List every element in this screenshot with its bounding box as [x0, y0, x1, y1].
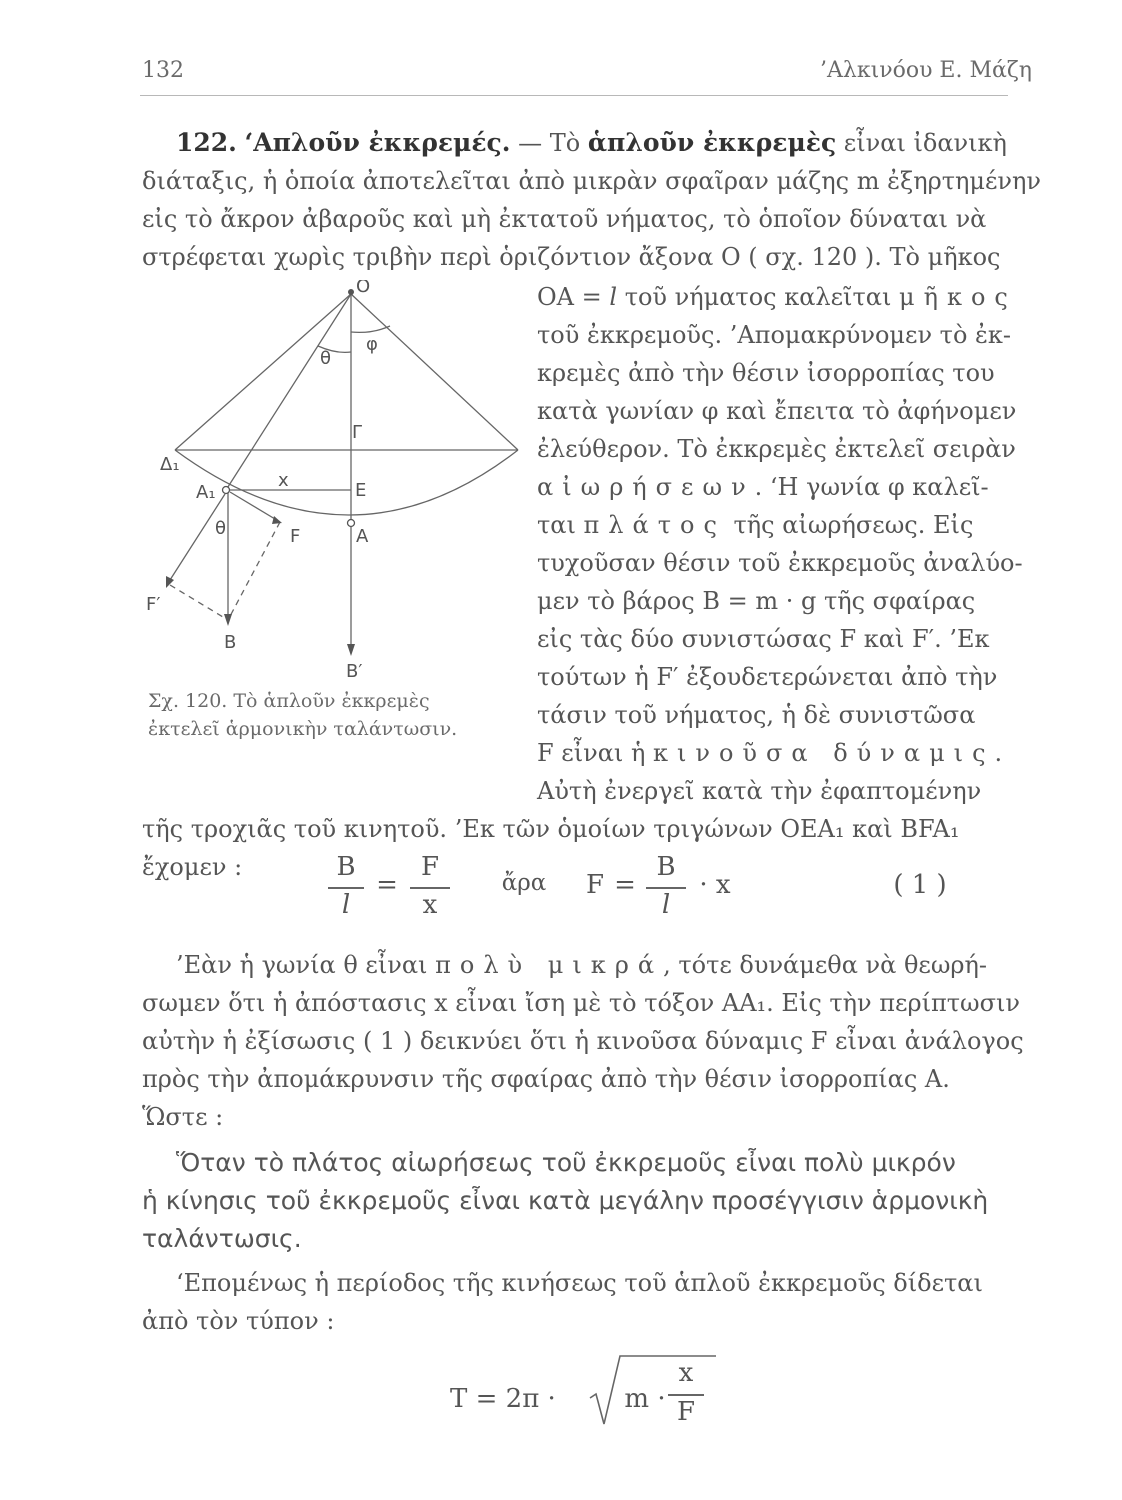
- text-run: ται: [537, 511, 584, 539]
- text-line: πρὸς τὴν ἀπομάκρυνσιν τῆς σφαίρας ἀπὸ τὴν θέσιν ἰσορροπίας Α.: [142, 1065, 950, 1093]
- label-f-prime: F′: [146, 594, 161, 615]
- text-line: [537, 510, 973, 540]
- text-line: αὐτὴν ἡ ἐξίσωσις ( 1 ) δεικνύει ὅτι ἡ κινοῦσα δύναμις F εἶναι ἀνάλογος: [142, 1027, 1024, 1055]
- eq2-den: F: [676, 1397, 696, 1427]
- eq2-m: m ·: [624, 1384, 666, 1414]
- label-delta1: Δ₁: [160, 454, 180, 475]
- pivot-point: [348, 289, 354, 295]
- text-line: κρεμὲς ἀπὸ τὴν θέσιν ἰσορροπίας του: [537, 359, 995, 387]
- term-spaced: μῆκος: [899, 283, 1017, 311]
- text-run: . ‘Η γωνία φ καλεῖ-: [754, 473, 989, 501]
- text-line: κατὰ γωνίαν φ καὶ ἔπειτα τὸ ἀφήνομεν: [537, 397, 1017, 425]
- eq1-lhs-num: B: [336, 852, 356, 882]
- label-e: E: [355, 480, 367, 501]
- pendulum-figure: [140, 280, 530, 690]
- section-number: 122.: [176, 128, 237, 157]
- text-line: τούτων ἡ F′ ἐξουδετερώνεται ἀπὸ τὴν: [537, 663, 998, 691]
- label-f: F: [290, 526, 301, 547]
- fraction-bar: [668, 1394, 704, 1396]
- text-line: διάταξις, ἡ ὁποία ἀποτελεῖται ἀπὸ μικρὰν σφαῖραν μάζης m ἐξηρτημένην: [142, 167, 1041, 195]
- text-line: μεν τὸ βάρος B = m · g τῆς σφαίρας: [537, 587, 976, 615]
- cone-left-side: [175, 294, 351, 450]
- highlight-line: ταλάντωσις.: [142, 1224, 302, 1253]
- text-line: τυχοῦσαν θέσιν τοῦ ἐκκρεμοῦς ἀναλύο-: [537, 549, 1023, 577]
- text-run: τῆς αἰωρήσεως. Εἰς: [725, 511, 974, 539]
- text-line: ἐλεύθερον. Τὸ ἐκκρεμὲς ἐκτελεῖ σειρὰν: [537, 435, 1016, 463]
- text-line: τῆς τροχιᾶς τοῦ κινητοῦ. ’Εκ τῶν ὁμοίων τριγώνων ΟΕΑ₁ καὶ BFA₁: [142, 815, 960, 843]
- term-bold: ἁπλοῦν ἐκκρεμὲς: [587, 128, 837, 157]
- text-line: εἰς τὰς δύο συνιστώσας F καὶ F′. ’Εκ: [537, 625, 990, 653]
- bob-a1: [223, 487, 230, 494]
- section-first-line: [176, 128, 1007, 158]
- text-line: [537, 472, 989, 502]
- arrowhead-f: [272, 516, 282, 524]
- figure-caption-line1: Σχ. 120. Τὸ ἁπλοῦν ἐκκρεμὲς: [148, 690, 430, 712]
- text-line: [537, 282, 1017, 312]
- fraction-bar: [410, 887, 450, 889]
- highlight-line: Ὅταν τὸ πλάτος αἰωρήσεως τοῦ ἐκκρεμοῦς εἶναι πολὺ μικρόν: [176, 1148, 956, 1177]
- eq1-lhs-den: l: [341, 890, 351, 920]
- dashed-line: [228, 522, 280, 620]
- string-to-a1: [226, 294, 351, 490]
- equation-number: ( 1 ): [893, 870, 947, 900]
- eq1-mid-num: F: [420, 852, 440, 882]
- label-phi: φ: [366, 334, 378, 355]
- dashed-line: [170, 585, 228, 620]
- text-line: Ὥστε :: [142, 1103, 224, 1131]
- var-l: l: [609, 283, 618, 311]
- arrowhead-b-prime: [347, 644, 355, 656]
- fraction-bar: [646, 887, 686, 889]
- label-b-prime: B′: [346, 661, 363, 682]
- label-o: O: [356, 280, 371, 297]
- text-line: [537, 738, 1002, 768]
- eq1-rhs-mul: · x: [699, 870, 731, 900]
- text-line: [176, 950, 987, 980]
- highlight-line: ἡ κίνησις τοῦ ἐκκρεμοῦς εἶναι κατὰ μεγάλην προσέγγισιν ἁρμονικὴ: [142, 1186, 989, 1215]
- eq1-f: F: [585, 870, 605, 900]
- cone-right-side: [351, 294, 518, 450]
- text-line: τάσιν τοῦ νήματος, ἡ δὲ συνιστῶσα: [537, 701, 976, 729]
- eq1-mid-den: x: [422, 890, 438, 920]
- eq2-num: x: [678, 1358, 694, 1388]
- running-header-author: ’Αλκινόου Ε. Μάζη: [820, 58, 1032, 83]
- header-rule: [140, 95, 1008, 96]
- text-line: τοῦ ἐκκρεμοῦς. ’Απομακρύνομεν τὸ ἐκ-: [537, 321, 1012, 349]
- text-line: ἔχομεν :: [142, 853, 243, 881]
- term-spaced: αἰωρήσεων: [537, 473, 755, 501]
- text-line: Αὐτὴ ἐνεργεῖ κατὰ τὴν ἐφαπτομένην: [537, 777, 982, 805]
- eq2-lhs: T = 2π ·: [450, 1384, 556, 1414]
- text-run: τοῦ νήματος καλεῖται: [617, 283, 899, 311]
- text-line: στρέφεται χωρὶς τριβὴν περὶ ὁριζόντιον ἄξονα O ( σχ. 120 ). Τὸ μῆκος: [142, 243, 1001, 271]
- eq1-rhs-num: B: [656, 852, 676, 882]
- label-theta-low: θ: [215, 518, 227, 539]
- eq1-equals: =: [376, 870, 398, 900]
- page-number: 132: [142, 58, 184, 83]
- text-run: ΟΑ =: [537, 283, 610, 311]
- term-spaced: πολὺ μικρά: [435, 951, 664, 979]
- fraction-bar: [328, 887, 364, 889]
- arrowhead-b: [224, 614, 232, 626]
- text-run: F εἶναι ἡ: [537, 739, 653, 767]
- text-line: εἰς τὸ ἄκρον ἀβαροῦς καὶ μὴ ἐκτατοῦ νήματος, τὸ ὁποῖον δύναται νὰ: [142, 205, 987, 233]
- term-spaced: πλάτος: [583, 511, 726, 539]
- label-gamma: Γ: [352, 422, 363, 443]
- label-a: A: [356, 526, 369, 547]
- section-title: ‘Απλοῦν ἐκκρεμές.: [244, 128, 511, 157]
- eq1-rhs-den: l: [661, 890, 671, 920]
- text-line: ἀπὸ τὸν τύπον :: [142, 1307, 335, 1335]
- label-x: x: [278, 470, 289, 491]
- eq1-equals-2: =: [614, 870, 636, 900]
- term-spaced: κινοῦσα δύναμις: [652, 739, 995, 767]
- angle-phi-arc: [351, 326, 390, 332]
- text-run: .: [994, 739, 1003, 767]
- figure-caption-line2: ἐκτελεῖ ἁρμονικὴν ταλάντωσιν.: [148, 718, 458, 740]
- text-line: σωμεν ὅτι ἡ ἀπόστασις x εἶναι ἴση μὲ τὸ τόξον ΑΑ₁. Εἰς τὴν περίπτωσιν: [142, 989, 1021, 1017]
- label-b: B: [224, 632, 237, 653]
- label-theta-top: θ: [320, 348, 332, 369]
- label-a1: A₁: [196, 482, 216, 503]
- text-run: , τότε δυνάμεθα νὰ θεωρή-: [663, 951, 988, 979]
- text-run: — Τὸ: [518, 129, 588, 157]
- eq1-ara: ἄρα: [501, 870, 547, 896]
- text-run: ’Εὰν ἡ γωνία θ εἶναι: [176, 951, 436, 979]
- swing-arc: [175, 450, 518, 515]
- text-line: ‘Επομένως ἡ περίοδος τῆς κινήσεως τοῦ ἁπλοῦ ἐκκρεμοῦς δίδεται: [176, 1269, 983, 1297]
- text-run: εἶναι ἰδανικὴ: [836, 129, 1007, 157]
- bob-a: [348, 520, 355, 527]
